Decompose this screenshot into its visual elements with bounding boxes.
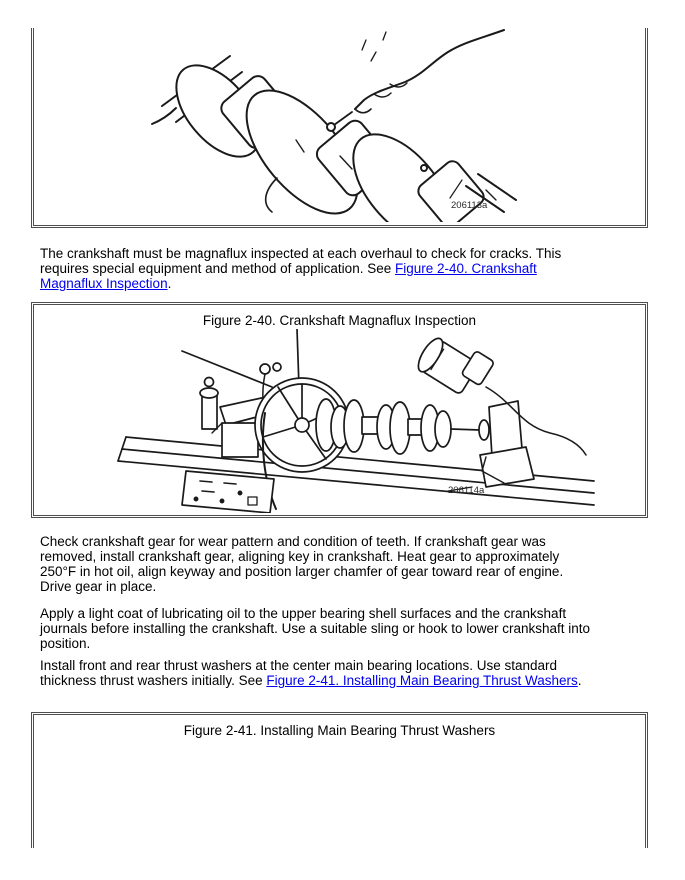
text-line	[40, 606, 654, 621]
text-line	[40, 276, 654, 291]
figure-caption: Figure 2-41. Installing Main Bearing Thrust Washers	[183, 723, 496, 738]
text-line	[40, 658, 654, 673]
text-line	[40, 549, 654, 564]
text-run: Apply a light coat of lubricating oil to the upper bearing shell surfaces and the crankshaft	[40, 606, 567, 621]
text-run: thickness thrust washers initially. See	[40, 673, 267, 688]
text-line	[40, 636, 654, 651]
text-run: Check crankshaft gear for wear pattern and condition of teeth. If crankshaft gear was	[40, 534, 546, 549]
text-line	[40, 673, 654, 688]
figure-box-crankshaft-inspection	[31, 28, 648, 228]
text-line	[40, 261, 654, 276]
text-run: requires special equipment and method of application. See	[40, 261, 395, 276]
text-line	[40, 564, 654, 579]
figure-box-2-40	[31, 302, 648, 518]
text-run: Drive gear in place.	[40, 579, 157, 594]
text-run: .	[577, 673, 582, 688]
text-line	[40, 534, 654, 549]
text-run: 250°F in hot oil, align keyway and position larger chamfer of gear toward rear of engine.	[40, 564, 564, 579]
text-run: The crankshaft must be magnaflux inspected at each overhaul to check for cracks. This	[40, 246, 562, 261]
figure-cross-reference-link[interactable]: Magnaflux Inspection	[40, 276, 168, 291]
text-line	[40, 579, 654, 594]
text-run: removed, install crankshaft gear, aligning key in crankshaft. Heat gear to approximately	[40, 549, 560, 564]
paragraph	[40, 606, 654, 651]
paragraph	[40, 658, 654, 688]
paragraph	[40, 534, 654, 594]
text-line	[40, 621, 654, 636]
crankshaft-inspection-illustration	[34, 28, 645, 222]
paragraph	[40, 246, 654, 291]
magnaflux-bench-illustration	[34, 329, 645, 513]
text-run: journals before installing the crankshaft. Use a suitable sling or hook to lower crankshaft into	[40, 621, 591, 636]
figure-cross-reference-link[interactable]: Figure 2-41. Installing Main Bearing Thrust Washers	[266, 673, 578, 688]
figure-caption: Figure 2-40. Crankshaft Magnaflux Inspection	[202, 313, 477, 328]
figure-cross-reference-link[interactable]: Figure 2-40. Crankshaft	[394, 261, 537, 276]
text-run: .	[167, 276, 172, 291]
figure-box-2-41	[31, 712, 648, 848]
drawing-number-label: 206114a	[448, 485, 485, 496]
text-line	[40, 246, 654, 261]
text-run: Install front and rear thrust washers at the center main bearing locations. Use standard	[40, 658, 558, 673]
text-run: position.	[40, 636, 91, 651]
drawing-number-label: 206113a	[451, 200, 488, 211]
